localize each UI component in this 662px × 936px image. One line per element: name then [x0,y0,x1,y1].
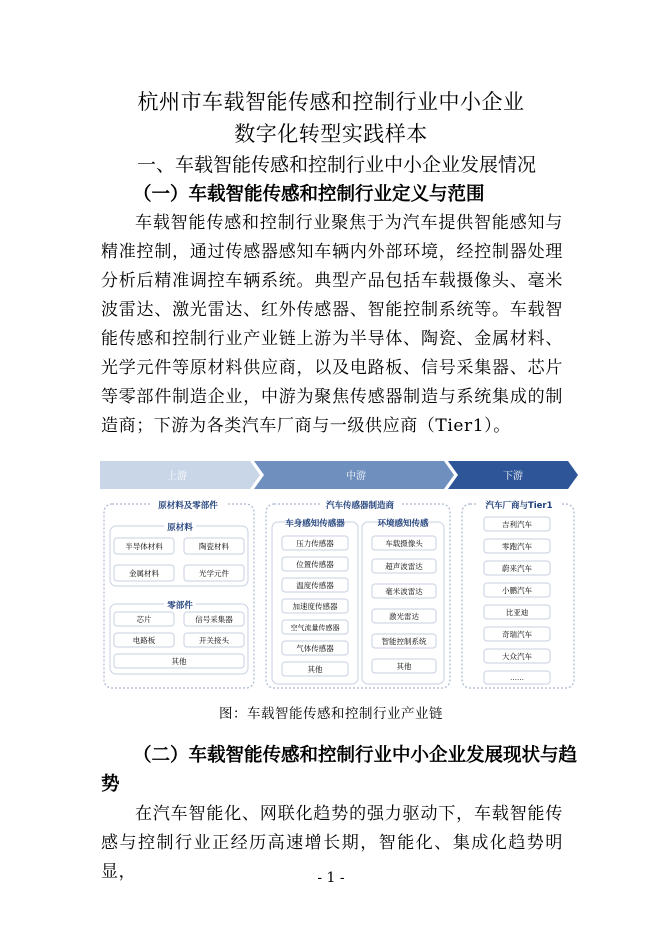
oem-item: 大众汽车 [502,652,532,661]
document-title-line2: 数字化转型实践样本 [234,122,428,146]
material-item: 光学元件 [199,569,229,578]
component-item: 开关接头 [199,636,229,645]
component-item: 其他 [171,657,187,666]
oem-item: 奇瑞汽车 [502,630,532,639]
component-item: 信号采集器 [195,615,233,624]
oem-item: 小鹏汽车 [502,586,532,595]
document-title-line1: 杭州市车载智能传感和控制行业中小企业 [137,90,525,114]
oem-item: 零跑汽车 [502,542,532,551]
industry-chain-diagram [100,460,578,692]
stage-label-upstream: 上游 [167,471,187,482]
body-sensor-item: 空气流量传感器 [290,624,340,632]
subsection-heading-1: （一）车载智能传感和控制行业定义与范围 [133,184,485,205]
body-sensors-title: 车身感知传感器 [285,519,345,529]
figure-caption: 图：车载智能传感和控制行业产业链 [219,706,443,722]
material-item: 半导体材料 [125,542,163,551]
component-item: 电路板 [132,636,156,645]
body-sensor-item: 位置传感器 [296,560,334,569]
env-sensor-item: 毫米波雷达 [385,587,423,596]
paragraph-definition: 车载智能传感和控制行业聚焦于为汽车提供智能感知与精准控制，通过传感器感知车辆内外部环境，经控制器处理分析后精准调控车辆系统。典型产品包括车载摄像头、毫米波雷达、激光雷达、红外传感器、智能控制系统等。车载智能传感和控制行业产业链上游为半导体、陶瓷、金属材料、光学元件等原材料供应商，以及电路板、信号采集器、芯片等零部件制造企业，中游为聚焦传感器制造与系统集成的制造商；下游为各类汽车厂商与一级供应商（Tier1）。 [101,213,563,436]
body-sensor-item: 压力传感器 [296,539,334,548]
stage-label-midstream: 中游 [346,471,366,482]
midstream-title: 汽车传感器制造商 [325,501,395,511]
paragraph-status: 在汽车智能化、网联化趋势的强力驱动下，车载智能传感与控制行业正经历高速增长期，智能化、集成化趋势明显， [101,804,563,882]
env-sensor-item: 激光雷达 [389,612,419,621]
body-sensor-item: 气体传感器 [296,644,334,653]
downstream-title: 汽车厂商与Tier1 [485,501,553,511]
stage-label-downstream: 下游 [503,471,523,482]
env-sensor-item: 超声波雷达 [385,562,423,571]
env-sensor-item: 其他 [396,662,412,671]
oem-item: 蔚来汽车 [502,564,532,573]
env-sensor-item: 智能控制系统 [381,637,427,646]
materials-title: 原材料 [167,523,193,533]
oem-item: 比亚迪 [505,608,529,617]
material-item: 陶瓷材料 [199,542,229,551]
subsection-heading-2-line2: 势 [101,774,120,795]
section-heading-1: 一、车载智能传感和控制行业中小企业发展情况 [137,154,537,176]
env-sensor-item: 车载摄像头 [385,539,423,548]
material-item: 金属材料 [129,569,159,578]
subsection-heading-2-line1: （二）车载智能传感和控制行业中小企业发展现状与趋 [133,745,578,766]
page-number: - 1 - [317,870,345,886]
component-item: 芯片 [136,615,152,624]
components-title: 零部件 [167,601,193,611]
oem-item: …… [510,674,524,682]
upstream-title: 原材料及零部件 [158,501,218,511]
oem-item: 吉利汽车 [502,520,532,529]
body-sensor-item: 加速度传感器 [292,602,338,611]
body-sensor-item: 温度传感器 [296,581,334,590]
body-sensor-item: 其他 [307,665,323,674]
env-sensors-title: 环境感知传感 [377,519,429,529]
